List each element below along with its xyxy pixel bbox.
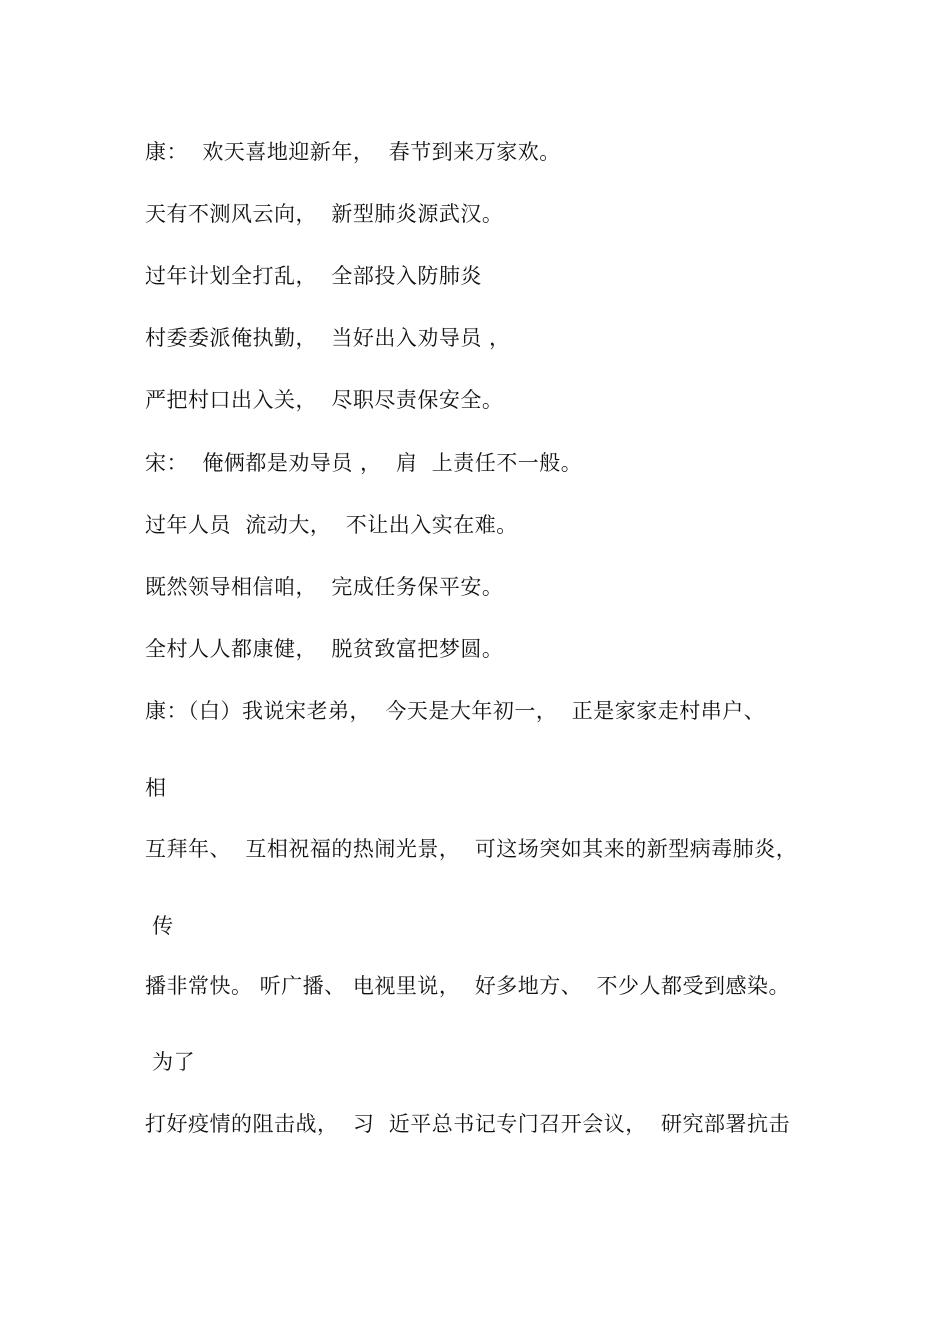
text-line: 宋： 俺俩都是劝导员 ， 肩 上责任不一般。: [145, 451, 583, 475]
text-line: 全村人人都康健， 脱贫致富把梦圆。: [145, 637, 504, 661]
text-line: 康： 欢天喜地迎新年， 春节到来万家欢。: [145, 140, 561, 164]
text-line: 既然领导相信咱， 完成任务保平安。: [145, 575, 504, 599]
text-line: 村委委派俺执勤， 当好出入劝导员 ，: [145, 326, 511, 350]
text-line: 为了: [145, 1050, 196, 1074]
text-line: 康：（白）我说宋老弟， 今天是大年初一， 正是家家走村串户、: [145, 699, 766, 723]
text-line: 播非常快。 听广播、 电视里说， 好多地方、 不少人都受到感染。: [145, 974, 791, 998]
text-line: 传: [145, 914, 174, 938]
text-line: 天有不测风云向， 新型肺炎源武汉。: [145, 202, 504, 226]
text-line: 过年人员 流动大， 不让出入实在难。: [145, 513, 518, 537]
text-line: 打好疫情的阻击战， 习 近平总书记专门召开会议， 研究部署抗击: [145, 1112, 791, 1136]
text-line: 互拜年、 互相祝福的热闹光景， 可这场突如其来的新型病毒肺炎，: [145, 837, 798, 861]
text-line: 过年计划全打乱， 全部投入防肺炎: [145, 264, 482, 288]
text-line: 相: [145, 776, 167, 800]
text-line: 严把村口出入关， 尽职尽责保安全。: [145, 388, 504, 412]
